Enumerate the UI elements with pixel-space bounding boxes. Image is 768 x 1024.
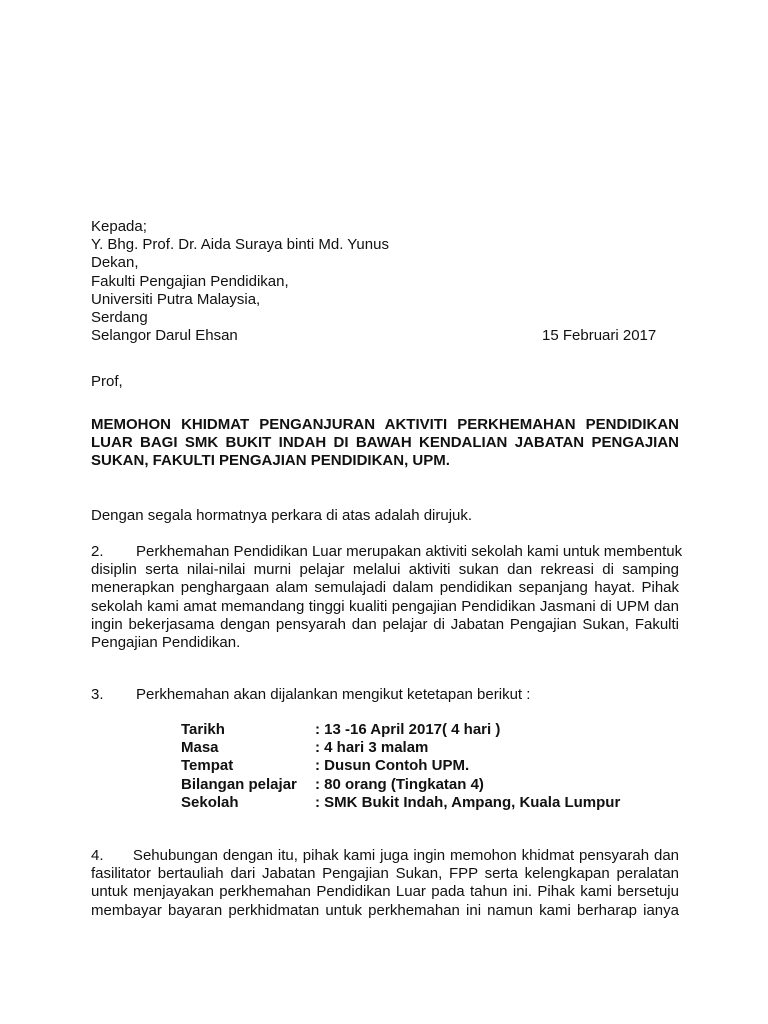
paragraph-line: menerapkan penghargaan alam semulajadi dalam pendidikan sepanjang hayat. Pihak <box>91 579 679 597</box>
address-line: Fakulti Pengajian Pendidikan, <box>91 272 289 290</box>
paragraph-4 <box>91 847 679 920</box>
letter-date: 15 Februari 2017 <box>542 327 657 344</box>
paragraph-line: disiplin serta nilai-nilai murni pelajar melalui aktiviti sukan dan rekreasi di samping <box>91 561 679 579</box>
detail-row <box>181 794 620 812</box>
subject-heading <box>91 416 679 471</box>
address-line: Dekan, <box>91 254 139 272</box>
detail-label: Tarikh <box>181 721 225 738</box>
address-line: Kepada; <box>91 218 147 235</box>
detail-label: Bilangan pelajar <box>181 775 297 793</box>
detail-label: Masa <box>181 739 219 757</box>
subject-line: MEMOHON KHIDMAT PENGANJURAN AKTIVITI PERKHEMAHAN PENDIDIKAN <box>91 416 679 433</box>
detail-value: : 4 hari 3 malam <box>315 739 429 757</box>
paragraph-number: 2. <box>91 543 104 560</box>
paragraph-line: sekolah kami amat memandang tinggi kualiti pengajian Pendidikan Jasmani di UPM dan <box>91 597 679 615</box>
detail-value: : 13 -16 April 2017( 4 hari ) <box>315 721 501 738</box>
subject-line: LUAR BAGI SMK BUKIT INDAH DI BAWAH KENDALIAN JABATAN PENGAJIAN <box>91 434 679 452</box>
address-line: Universiti Putra Malaysia, <box>91 290 261 308</box>
event-details <box>181 721 620 812</box>
paragraph-line: ingin bekerjasama dengan pensyarah dan pelajar di Jabatan Pengajian Sukan, Fakulti <box>91 615 679 633</box>
paragraph-2 <box>91 543 683 652</box>
paragraph-line: Pengajian Pendidikan. <box>91 634 241 652</box>
address-line: Y. Bhg. Prof. Dr. Aida Suraya binti Md. Yunus <box>91 236 389 254</box>
paragraph-line: 4. Sehubungan dengan itu, pihak kami juga ingin memohon khidmat pensyarah dan <box>91 847 679 864</box>
paragraph-line: untuk menjayakan perkhemahan Pendidikan Luar pada tahun ini. Pihak kami bersetuju <box>91 883 679 901</box>
paragraph-number: 3. <box>91 686 104 703</box>
detail-row <box>181 776 620 794</box>
detail-row <box>181 739 620 757</box>
address-line: Selangor Darul Ehsan <box>91 327 238 345</box>
detail-label: Tempat <box>181 757 234 775</box>
paragraph-text: Perkhemahan akan dijalankan mengikut ketetapan berikut : <box>136 686 531 703</box>
detail-label: Sekolah <box>181 793 239 811</box>
address-line: Serdang <box>91 309 148 327</box>
paragraph-line <box>91 543 683 561</box>
paragraph-line: fasilitator bertauliah dari Jabatan Pengajian Sukan, FPP serta kelengkapan peralatan <box>91 865 679 883</box>
paragraph-line: membayar bayaran perkhidmatan untuk perkhemahan ini namun kami berharap ianya <box>91 901 679 919</box>
salutation: Prof, <box>91 373 123 390</box>
detail-value: : SMK Bukit Indah, Ampang, Kuala Lumpur <box>315 793 621 811</box>
detail-value: : Dusun Contoh UPM. <box>315 757 470 775</box>
paragraph-1: Dengan segala hormatnya perkara di atas adalah dirujuk. <box>91 507 473 524</box>
paragraph-text: Perkhemahan Pendidikan Luar merupakan aktiviti sekolah kami untuk membentuk <box>136 543 683 560</box>
detail-row <box>181 757 620 775</box>
detail-value: : 80 orang (Tingkatan 4) <box>315 775 484 793</box>
subject-line: SUKAN, FAKULTI PENGAJIAN PENDIDIKAN, UPM. <box>91 452 450 470</box>
detail-row <box>181 721 620 739</box>
paragraph-3 <box>91 686 679 704</box>
